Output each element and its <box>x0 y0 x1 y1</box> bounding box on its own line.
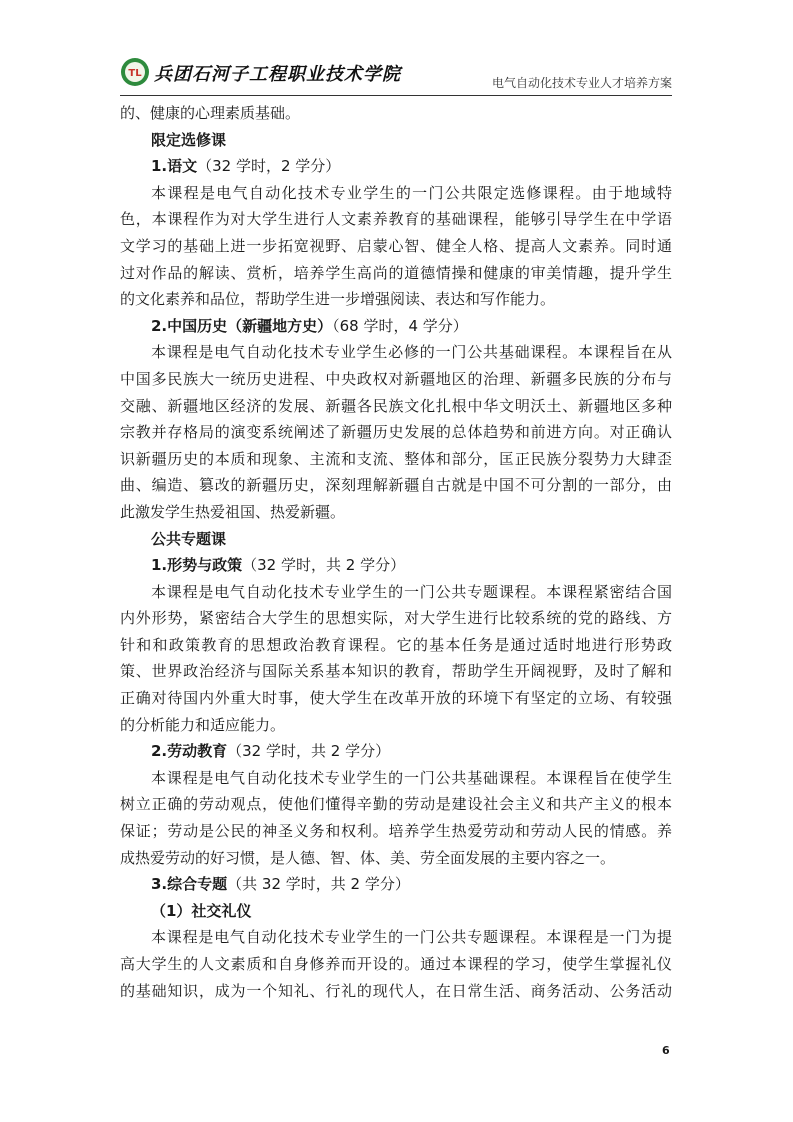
school-name: 兵团石河子工程职业技术学院 <box>154 64 401 85</box>
paragraph-line: 此激发学生热爱祖国、热爱新疆。 <box>120 502 346 521</box>
course-hours: （32 学时，共 2 学分） <box>242 556 406 575</box>
course-name: 1.语文 <box>151 157 198 176</box>
paragraph-line: 本课程是电气自动化技术专业学生的一门公共基础课程。本课程旨在使学生 <box>151 768 672 787</box>
paragraph-line: 正确对待国内外重大时事，使大学生在改革开放的环境下有坚定的立场、有较强 <box>120 689 672 708</box>
section-heading: 公共专题课 <box>151 529 227 548</box>
course-title <box>120 738 672 765</box>
course-hours: （68 学时，4 学分） <box>332 316 468 335</box>
paragraph-line: 识新疆历史的本质和现象、主流和支流、整体和部分，匡正民族分裂势力大肆歪 <box>120 449 672 468</box>
course-name: 3.综合专题 <box>151 875 228 894</box>
course-title <box>120 552 672 579</box>
paragraph-line: 成热爱劳动的好习惯，是人德、智、体、美、劳全面发展的主要内容之一。 <box>120 848 616 867</box>
paragraph-line: 高大学生的人文素质和自身修养而开设的。通过本课程的学习，使学生掌握礼仪 <box>120 955 672 973</box>
paragraph-line: 针和和政策教育的思想政治教育课程。它的基本任务是通过适时地进行形势政 <box>120 635 672 654</box>
paragraph-line: 树立正确的劳动观点，使他们懂得辛勤的劳动是建设社会主义和共产主义的根本 <box>120 795 672 814</box>
header-divider <box>120 95 672 96</box>
paragraph-line: 文学习的基础上进一步拓宽视野、启蒙心智、健全人格、提高人文素养。同时通 <box>120 236 672 255</box>
paragraph-line: 本课程是电气自动化技术专业学生的一门公共限定选修课程。由于地域特 <box>151 183 672 202</box>
course-title <box>120 871 672 898</box>
page-number: 6 <box>662 1044 670 1057</box>
course-name: 2.劳动教育 <box>151 742 228 761</box>
paragraph-line: 的分析能力和适应能力。 <box>120 715 286 734</box>
course-title <box>120 898 672 925</box>
paragraph-line: 的基础知识，成为一个知礼、行礼的现代人，在日常生活、商务活动、公务活动 <box>120 981 672 1000</box>
course-name: （1）社交礼仪 <box>151 901 252 920</box>
course-hours: （共 32 学时，共 2 学分） <box>227 875 410 894</box>
section-heading: 限定选修课 <box>151 130 227 149</box>
paragraph-line: 宗教并存格局的演变系统阐述了新疆历史发展的总体趋势和前进方向。对正确认 <box>120 423 672 442</box>
paragraph-line: 过对作品的解读、赏析，培养学生高尚的道德情操和健康的审美情趣，提升学生 <box>120 263 672 282</box>
logo-letters: TL <box>128 68 142 79</box>
paragraph-line: 的文化素养和品位，帮助学生进一步增强阅读、表达和写作能力。 <box>120 290 556 309</box>
course-title <box>120 313 672 340</box>
paragraph-line: 本课程是电气自动化技术专业学生必修的一门公共基础课程。本课程旨在从 <box>151 343 672 362</box>
paragraph-line: 保证；劳动是公民的神圣义务和权利。培养学生热爱劳动和劳动人民的情感。养 <box>120 822 672 841</box>
document-body <box>120 100 672 1004</box>
page-header <box>120 50 672 96</box>
school-logo-icon <box>120 57 150 87</box>
paragraph-line: 曲、编造、篡改的新疆历史，深刻理解新疆自古就是中国不可分割的一部分，由 <box>120 476 672 495</box>
paragraph-line: 的、健康的心理素质基础。 <box>120 104 301 122</box>
course-hours: （32 学时，2 学分） <box>197 157 341 176</box>
paragraph-line: 色，本课程作为对大学生进行人文素养教育的基础课程，能够引导学生在中学语 <box>120 210 672 229</box>
course-hours: （32 学时，共 2 学分） <box>227 742 391 761</box>
paragraph-line: 交融、新疆地区经济的发展、新疆各民族文化扎根中华文明沃土、新疆地区多种 <box>120 396 672 415</box>
paragraph-line: 中国多民族大一统历史进程、中央政权对新疆地区的治理、新疆多民族的分布与 <box>120 369 672 388</box>
document-title: 电气自动化技术专业人才培养方案 <box>491 76 672 90</box>
course-name: 1.形势与政策 <box>151 556 243 575</box>
course-title <box>120 153 672 180</box>
paragraph-line: 本课程是电气自动化技术专业学生的一门公共专题课程。本课程是一门为提 <box>151 928 672 947</box>
paragraph-line: 内外形势，紧密结合大学生的思想实际，对大学生进行比较系统的党的路线、方 <box>120 609 672 628</box>
paragraph-line: 策、世界政治经济与国际关系基本知识的教育，帮助学生开阔视野，及时了解和 <box>120 662 672 681</box>
paragraph-line: 本课程是电气自动化技术专业学生的一门公共专题课程。本课程紧密结合国 <box>151 582 672 601</box>
course-name: 2.中国历史（新疆地方史） <box>151 316 333 335</box>
